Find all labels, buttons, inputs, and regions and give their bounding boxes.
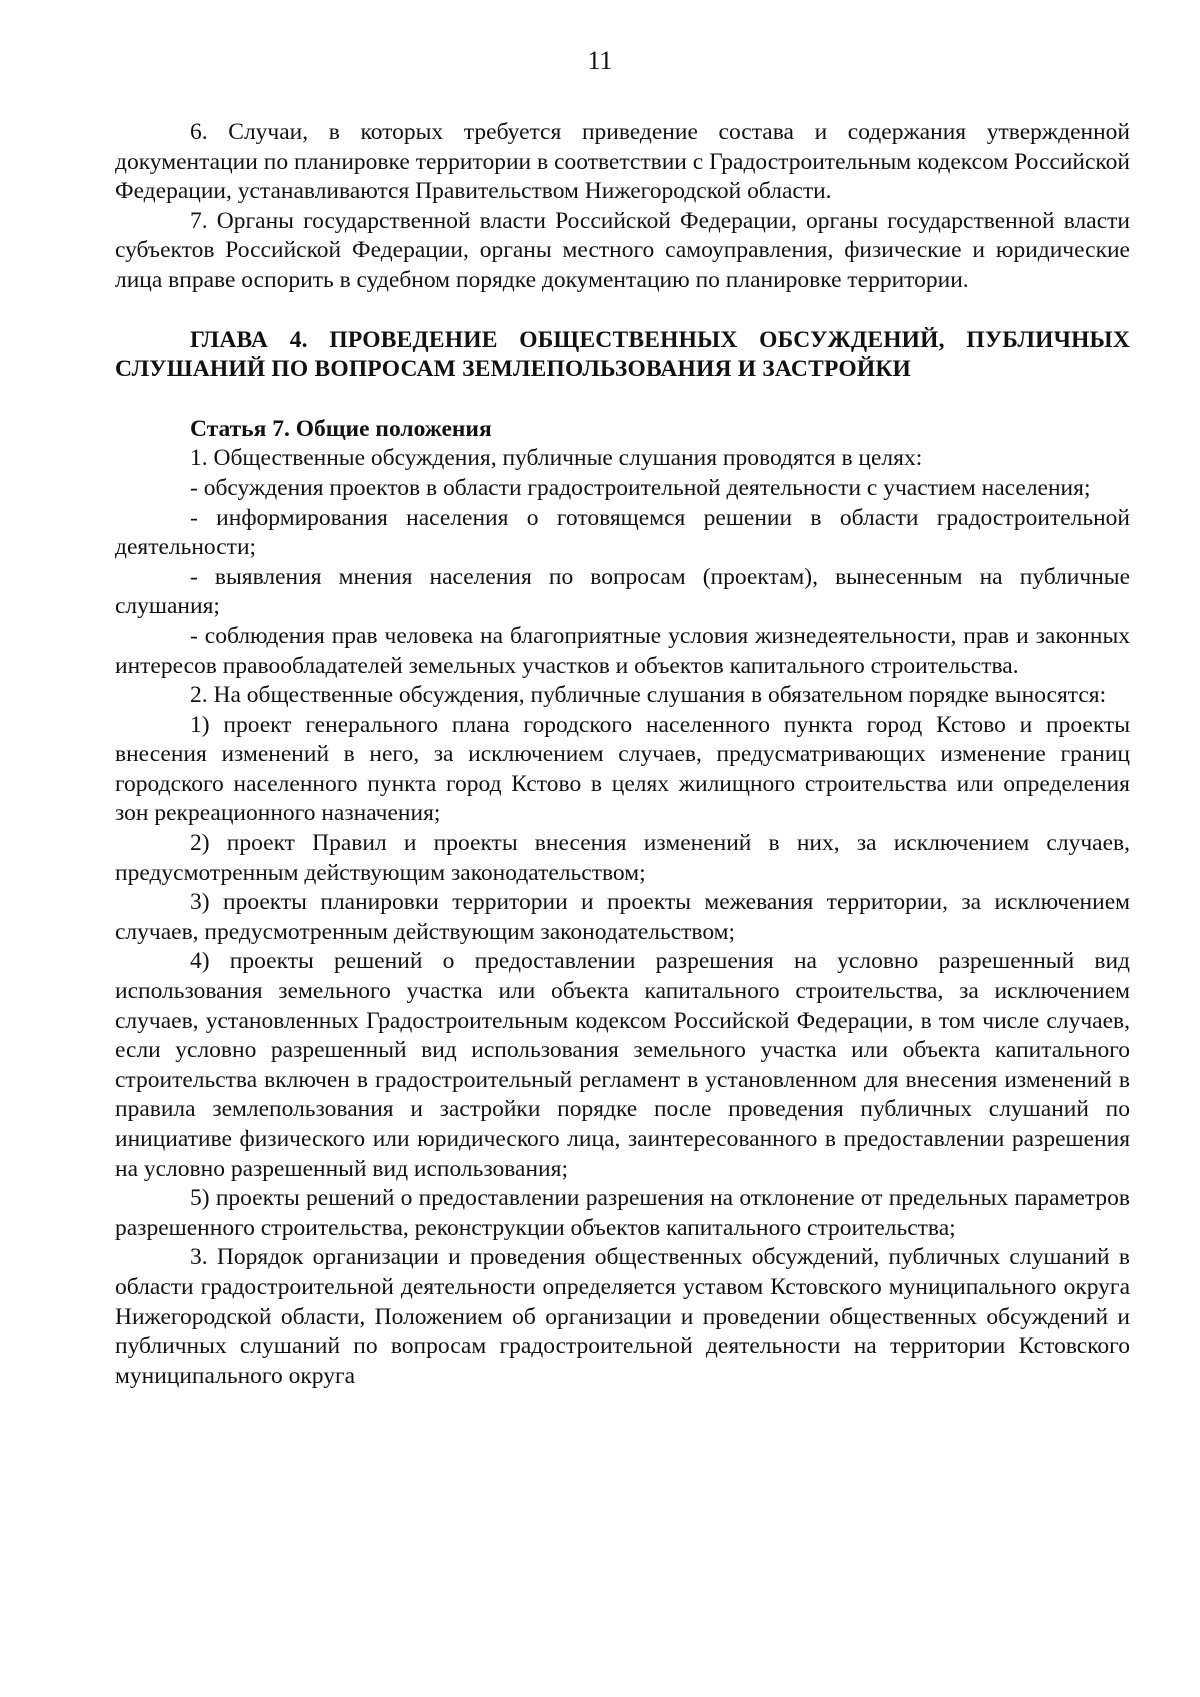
article-title: Статья 7. Общие положения xyxy=(190,415,492,442)
article-paragraph-1: 1. Общественные обсуждения, публичные слушания проводятся в целях: xyxy=(190,445,923,472)
article-paragraph-3: 3. Порядок организации и проведения общественных обсуждений, публичных слушаний в области градостроительной деятельности определяется уставом Кстовского муниципального округа Нижегородской области, Положением об организации и проведении общественных обсуждений и публичных слушаний по вопросам градостроительной деятельности на территории Кстовского муниципального округа xyxy=(115,1244,1130,1389)
chapter-title: ГЛАВА 4. ПРОВЕДЕНИЕ ОБЩЕСТВЕННЫХ ОБСУЖДЕНИЙ, ПУБЛИЧНЫХ СЛУШАНИЙ ПО ВОПРОСАМ ЗЕМЛЕПОЛЬЗОВАНИЯ И ЗАСТРОЙКИ xyxy=(115,326,1130,383)
list-item-opinion: - выявления мнения населения по вопросам (проектам), вынесенным на публичные слушания; xyxy=(115,563,1130,620)
page-number: 11 xyxy=(587,46,613,75)
paragraph-6: 6. Случаи, в которых требуется приведение состава и содержания утвержденной документации по планировке территории в соответствии с Градостроительным кодексом Российской Федерации, устанавливаются Правительством Нижегородской области. xyxy=(115,119,1130,205)
paragraph-7: 7. Органы государственной власти Российской Федерации, органы государственной власти субъектов Российской Федерации, органы местного самоуправления, физические и юридические лица вправе оспорить в судебном порядке документацию по планировке территории. xyxy=(115,207,1130,293)
subitem-5: 5) проекты решений о предоставлении разрешения на отклонение от предельных параметров разрешенного строительства, реконструкции объектов капитального строительства; xyxy=(115,1185,1130,1241)
subitem-3: 3) проекты планировки территории и проекты межевания территории, за исключением случаев, предусмотренным действующим законодательством; xyxy=(115,889,1130,945)
document-body xyxy=(115,118,1130,1391)
article-paragraph-2: 2. На общественные обсуждения, публичные слушания в обязательном порядке выносятся: xyxy=(190,682,1107,709)
list-item-informing: - информирования населения о готовящемся решении в области градостроительной деятельности; xyxy=(115,504,1130,561)
subitem-2: 2) проект Правил и проекты внесения изменений в них, за исключением случаев, предусмотренным действующим законодательством; xyxy=(115,830,1130,886)
subitem-1: 1) проект генерального плана городского населенного пункта город Кстово и проекты внесения изменений в него, за исключением случаев, предусматривающих изменение границ городского населенного пункта город Кстово в целях жилищного строительства или определения зон рекреационного назначения; xyxy=(115,711,1130,827)
list-item-rights: - соблюдения прав человека на благоприятные условия жизнедеятельности, прав и законных интересов правообладателей земельных участков и объектов капитального строительства. xyxy=(115,622,1130,679)
subitem-4: 4) проекты решений о предоставлении разрешения на условно разрешенный вид использования земельного участка или объекта капитального строительства, за исключением случаев, установленных Градостроительным кодексом Российской Федерации, в том числе случаев, если условно разрешенный вид использования земельного участка или объекта капитального строительства включен в градостроительный регламент в установленном для внесения изменений в правила землепользования и застройки порядке после проведения публичных слушаний по инициативе физического или юридического лица, заинтересованного в предоставлении разрешения на условно разрешенный вид использования; xyxy=(115,948,1130,1182)
list-item-discussion: - обсуждения проектов в области градостроительной деятельности с участием населения; xyxy=(190,474,1091,501)
